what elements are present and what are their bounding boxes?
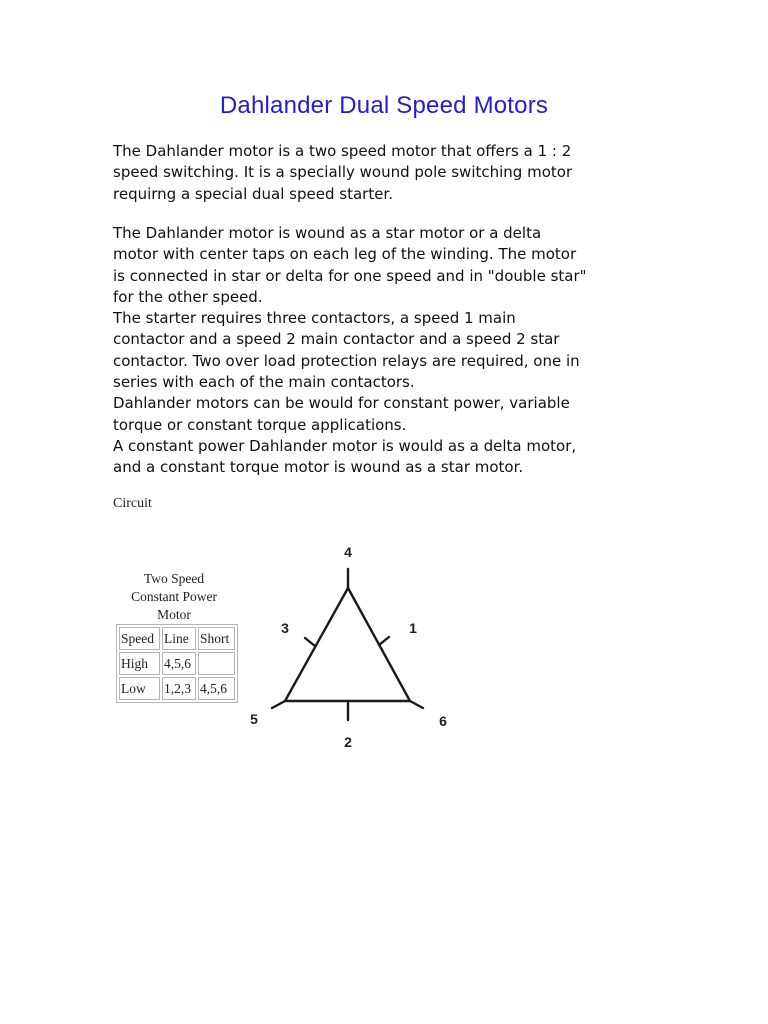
table-cell (198, 652, 235, 675)
terminal-lead-3 (305, 638, 315, 646)
speed-table (116, 624, 238, 703)
table-caption (116, 570, 232, 624)
table-header-cell: Line (162, 627, 196, 650)
text-line: A constant power Dahlander motor is would as a delta motor, (113, 436, 577, 455)
text-line: for the other speed. (113, 287, 263, 306)
text-line: The Dahlander motor is a two speed motor that offers a 1 : 2 (113, 142, 572, 160)
table-row (119, 652, 235, 675)
text-line: and a constant torque motor is wound as a star motor. (113, 458, 524, 477)
text-line: speed switching. It is a specially wound pole switching motor (113, 163, 573, 182)
terminal-label: 4 (344, 544, 352, 560)
page-title: Dahlander Dual Speed Motors (219, 92, 549, 119)
caption-line: Motor (157, 607, 191, 622)
caption-line: Constant Power (131, 589, 217, 604)
text-line: is connected in star or delta for one speed and in "double star" (113, 266, 587, 285)
table-header-cell: Short (198, 627, 235, 650)
delta-triangle (285, 588, 410, 701)
table-cell: High (119, 652, 160, 675)
table-cell: 4,5,6 (198, 677, 235, 700)
terminal-label: 2 (344, 734, 352, 750)
text-line: contactor. Two over load protection relays are required, one in (113, 351, 580, 370)
description-paragraph (113, 223, 673, 479)
caption-line: Two Speed (143, 571, 205, 586)
terminal-lead-6 (410, 701, 423, 708)
terminal-label: 3 (281, 620, 289, 636)
table-row (119, 677, 235, 700)
text-line: contactor and a speed 2 main contactor and a speed 2 star (113, 330, 560, 349)
terminal-label: 6 (439, 713, 447, 729)
text-line: requirng a special dual speed starter. (113, 184, 393, 203)
table-header-row (119, 627, 235, 650)
terminal-label: 5 (250, 711, 258, 727)
text-line: The starter requires three contactors, a speed 1 main (113, 309, 516, 328)
table-header-cell: Speed (119, 627, 160, 650)
delta-winding-diagram (240, 536, 460, 756)
table-cell: 1,2,3 (162, 677, 196, 700)
intro-paragraph (113, 141, 673, 205)
text-line: series with each of the main contactors. (113, 373, 415, 392)
terminal-lead-5 (272, 701, 285, 708)
text-line: The Dahlander motor is wound as a star motor or a delta (113, 224, 542, 242)
table-cell: 4,5,6 (162, 652, 196, 675)
table-cell: Low (119, 677, 160, 700)
text-line: torque or constant torque applications. (113, 415, 407, 434)
circuit-label: Circuit (113, 496, 152, 511)
text-line: Dahlander motors can be would for constant power, variable (113, 394, 570, 413)
text-line: motor with center taps on each leg of the winding. The motor (113, 245, 577, 264)
terminal-label: 1 (409, 620, 417, 636)
terminal-lead-1 (379, 637, 389, 645)
